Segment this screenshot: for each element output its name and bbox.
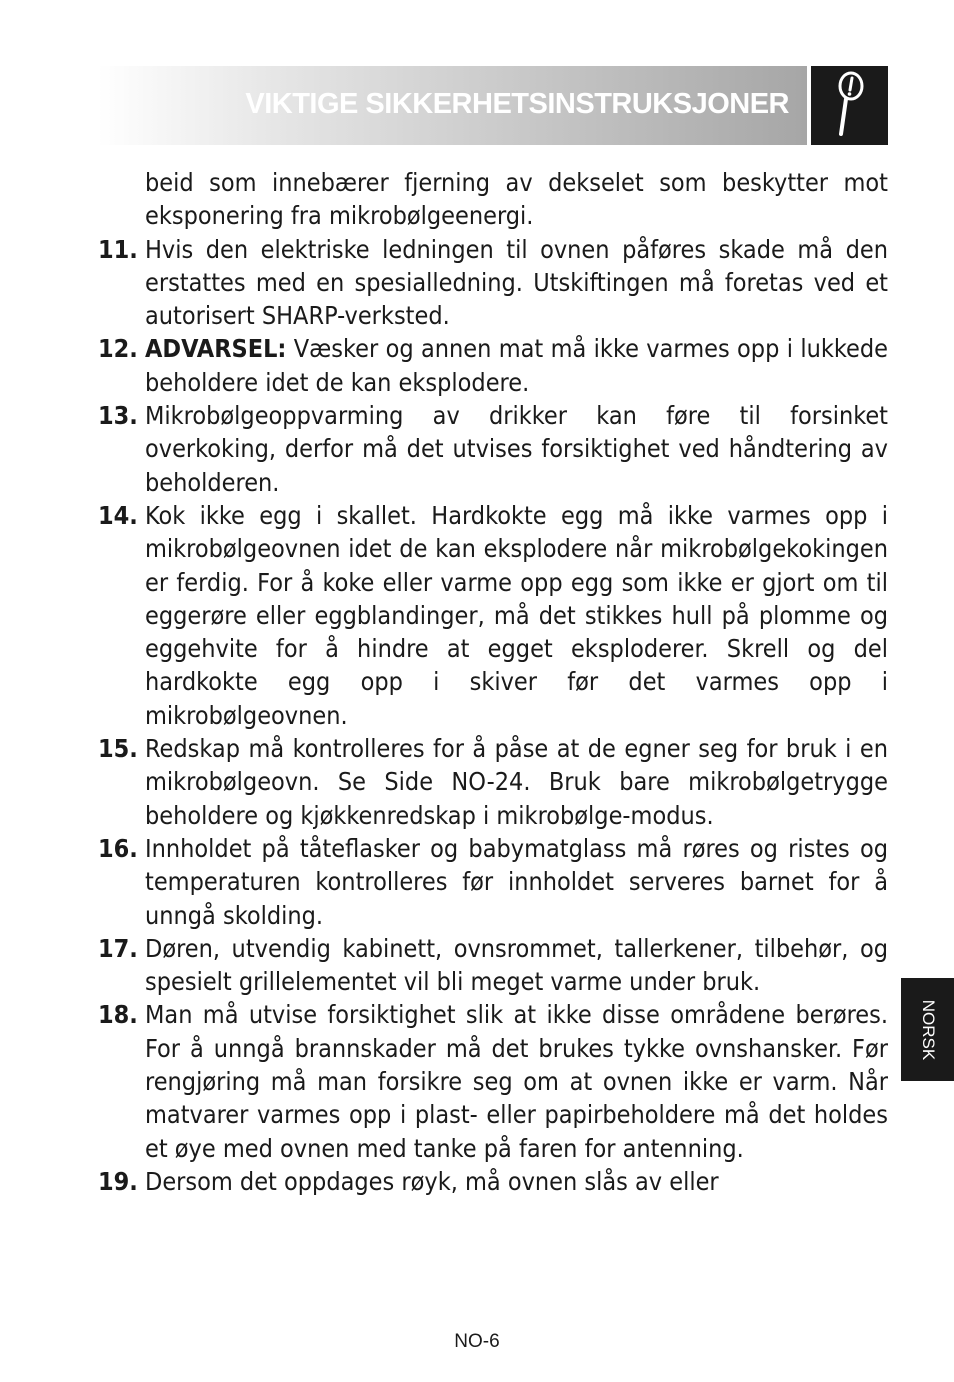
list-item <box>98 832 888 932</box>
exclamation-in-magnifier-icon <box>811 66 888 145</box>
item-text: Dersom det oppdages røyk, må ovnen slås av eller <box>145 1166 719 1196</box>
section-header <box>98 66 807 145</box>
item-number: 15. <box>98 734 138 764</box>
list-item <box>98 332 888 399</box>
page-number: NO-6 <box>454 1331 500 1352</box>
language-tab <box>901 978 954 1081</box>
continued-paragraph: beid som innebærer fjerning av dekselet som beskytter mot eksponering fra mikrobølgeenergi. <box>145 168 888 231</box>
list-item <box>98 399 888 499</box>
item-number: 13. <box>98 401 138 431</box>
item-text: Kok ikke egg i skallet. Hardkokte egg må ikke varmes opp i mikrobølgeovnen idet de kan eksplodere når mikrobølgekokingen er ferdig. For å koke eller varme opp egg som ikke er gjort om til eggerøre eller eggblandinger, må det stikkes hull på plomme og eggehvite for å hindre at egget eksploderer. Skrell og del hardkokte egg opp i skiver før det varmes opp i mikrobølgeovnen. <box>145 500 888 730</box>
item-number: 12. <box>98 334 138 364</box>
instructions-body <box>98 166 888 1198</box>
language-tab-label: NORSK <box>918 999 938 1060</box>
list-item <box>98 732 888 832</box>
section-title: VIKTIGE SIKKERHETSINSTRUKSJONER <box>245 88 789 120</box>
item-number: 18. <box>98 1000 138 1030</box>
item-number: 14. <box>98 500 138 530</box>
list-item <box>98 233 888 333</box>
item-text: Hvis den elektriske ledningen til ovnen påføres skade må den erstattes med en spesialledning. Utskiftingen må foretas ved et autorisert SHARP-verksted. <box>145 234 888 331</box>
item-text: Innholdet på tåteflasker og babymatglass må røres og ristes og temperaturen kontrolleres før innholdet serveres barnet for å unngå skolding. <box>145 833 888 930</box>
item-text: Man må utvise forsiktighet slik at ikke disse områdene berøres. For å unngå brannskader må det brukes tykke ovnshansker. Før rengjøring må man forsikre seg om at ovnen ikke er varm. Når matvarer varmes opp i plast- eller papirbeholdere må det holdes et øye med ovnen med tanke på faren for antenning. <box>145 1000 888 1163</box>
item-text: Væsker og annen mat må ikke varmes opp i lukkede beholdere idet de kan eksplodere. <box>145 334 888 397</box>
list-item <box>98 1165 888 1198</box>
list-item <box>98 932 888 999</box>
list-item <box>98 998 888 1164</box>
item-text: Mikrobølgeoppvarming av drikker kan føre til forsinket overkoking, derfor må det utvises forsiktighet ved håndtering av beholderen. <box>145 401 888 497</box>
warning-icon-box <box>811 66 888 145</box>
item-text: Redskap må kontrolleres for å påse at de egner seg for bruk i en mikrobølgeovn. Se Side NO-24. Bruk bare mikrobølgetrygge beholdere og kjøkkenredskap i mikrobølge-modus. <box>145 734 888 830</box>
item-number: 11. <box>98 234 138 264</box>
item-text: Døren, utvendig kabinett, ovnsrommet, tallerkener, tilbehør, og spesielt grillelementet vil bli meget varme under bruk. <box>145 933 888 997</box>
item-number: 19. <box>98 1166 138 1196</box>
list-item <box>98 499 888 732</box>
item-number: 16. <box>98 833 138 863</box>
item-number: 17. <box>98 933 138 963</box>
warning-label: ADVARSEL: <box>145 334 287 364</box>
